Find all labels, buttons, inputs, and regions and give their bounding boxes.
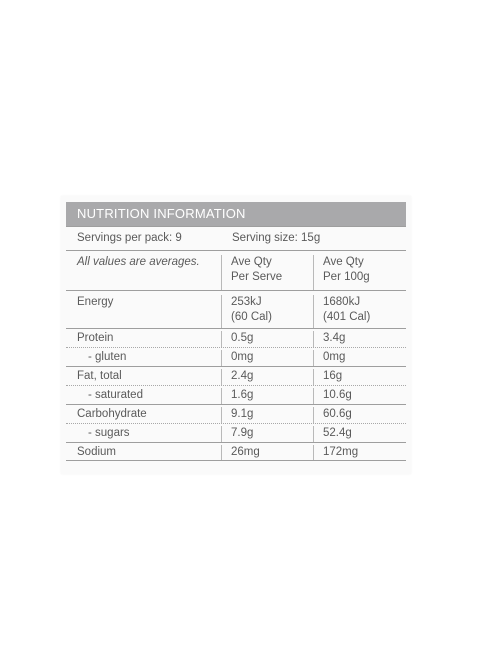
serving-size: Serving size: 15g: [232, 232, 321, 244]
row-label: - sugars: [88, 427, 130, 439]
row-label: Sodium: [77, 446, 116, 458]
energy-kj-100g: 1680kJ: [323, 296, 361, 308]
row-value-100g: 172mg: [313, 445, 406, 460]
column-header-row: [66, 250, 406, 290]
row-value-100g: 0mg: [313, 350, 406, 366]
row-value-100g: 52.4g: [313, 426, 406, 442]
table-row-fat-total: [66, 366, 406, 385]
col-header-per-100g: [313, 255, 406, 290]
energy-cal-100g: (401 Cal): [323, 311, 371, 323]
row-value-serve: 0mg: [221, 350, 313, 366]
row-value-100g: 10.6g: [313, 388, 406, 404]
col-header-per-serve: [221, 255, 313, 290]
col-header-per-serve-line1: Ave Qty: [231, 256, 272, 268]
table-row-saturated: [66, 385, 406, 404]
row-value-100g: 3.4g: [313, 331, 406, 347]
table-row-gluten: [66, 347, 406, 366]
row-value-serve: 9.1g: [221, 407, 313, 423]
table-row-sodium: [66, 442, 406, 461]
table-row-sugars: [66, 423, 406, 442]
servings-row: [66, 226, 406, 250]
row-label: Fat, total: [77, 370, 122, 382]
table-row-protein: [66, 328, 406, 347]
panel-header: NUTRITION INFORMATION: [66, 202, 406, 226]
row-value-serve: 26mg: [221, 445, 313, 460]
energy-cal-serve: (60 Cal): [231, 311, 272, 323]
row-label: Carbohydrate: [77, 408, 147, 420]
servings-per-pack: Servings per pack: 9: [77, 232, 182, 244]
row-value-serve: 0.5g: [221, 331, 313, 347]
col-header-per-serve-line2: Per Serve: [231, 271, 283, 283]
row-value-100g: 60.6g: [313, 407, 406, 423]
row-value-100g: [313, 295, 406, 328]
nutrition-panel: [61, 196, 411, 474]
energy-kj-serve: 253kJ: [231, 296, 262, 308]
col-header-per-100g-line2: Per 100g: [323, 271, 370, 283]
averages-note: All values are averages.: [77, 256, 200, 268]
row-value-serve: 2.4g: [221, 369, 313, 385]
table-row-carbohydrate: [66, 404, 406, 423]
row-label: Protein: [77, 332, 114, 344]
row-value-serve: 7.9g: [221, 426, 313, 442]
nutrition-table: [66, 226, 406, 461]
row-label: - saturated: [88, 389, 143, 401]
row-value-serve: [221, 295, 313, 328]
row-label: Energy: [77, 296, 114, 308]
col-header-per-100g-line1: Ave Qty: [323, 256, 364, 268]
row-label: - gluten: [88, 351, 127, 363]
row-value-100g: 16g: [313, 369, 406, 385]
table-row-energy: [66, 290, 406, 328]
row-value-serve: 1.6g: [221, 388, 313, 404]
